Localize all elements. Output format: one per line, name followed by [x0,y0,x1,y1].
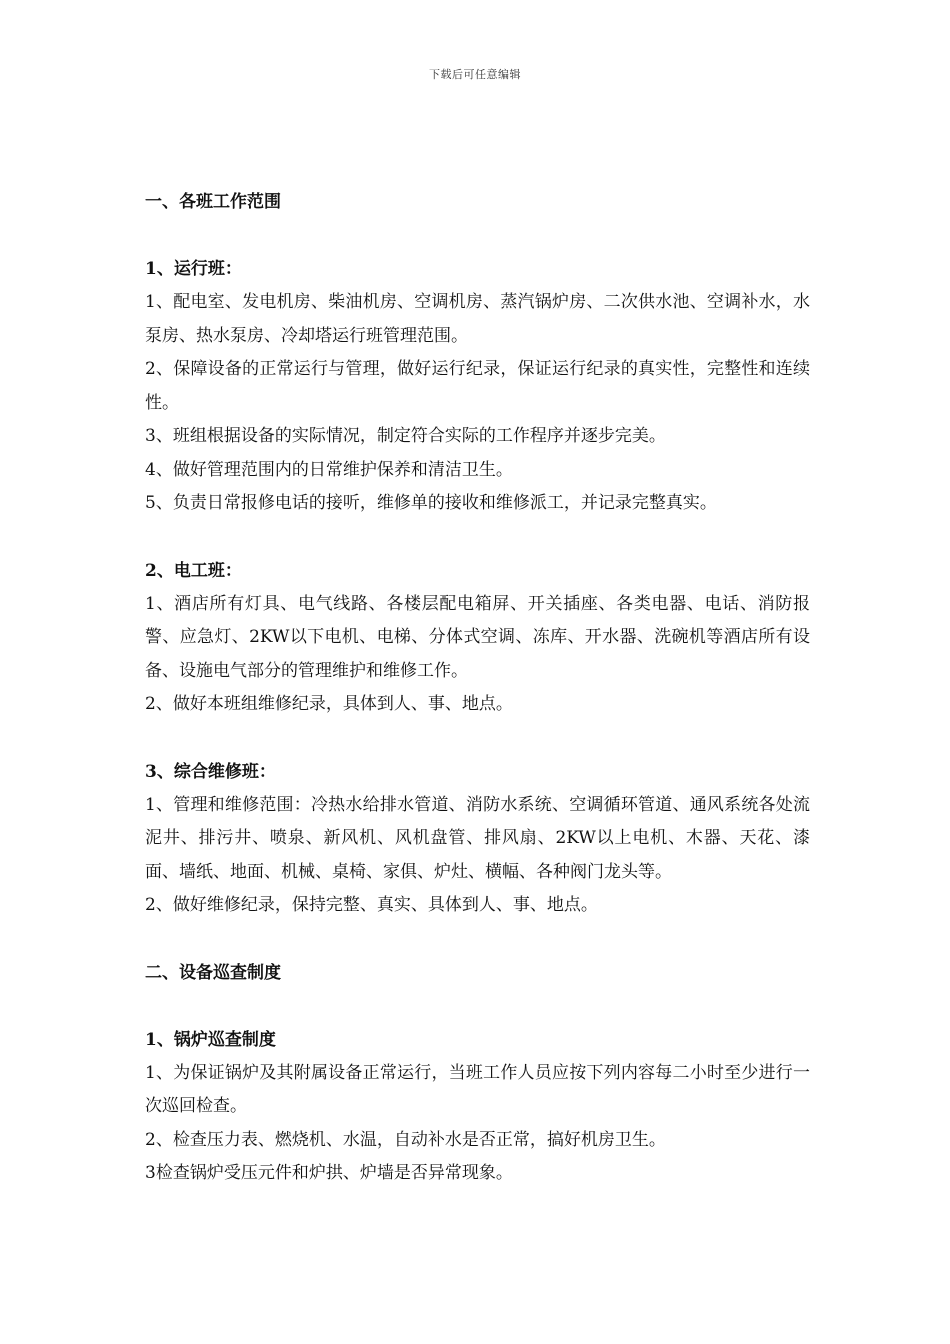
group-title-electrician-team: 2、电工班： [145,560,242,581]
section-title-work-scope: 一、各班工作范围 [145,192,281,212]
list-item: 1、为保证锅炉及其附属设备正常运行，当班工作人员应按下列内容每二小时至少进行一次巡回检查。 [145,1062,810,1116]
group-title-maintenance-team: 3、综合维修班： [145,761,276,782]
list-item: 3、班组根据设备的实际情况，制定符合实际的工作程序并逐步完美。 [145,426,666,446]
list-item: 2、保障设备的正常运行与管理，做好运行纪录，保证运行纪录的真实性，完整性和连续性。 [145,359,810,413]
spacer [145,990,810,1024]
list-item: 2、做好本班组维修纪录，具体到人、事、地点。 [145,694,513,714]
list-item: 1、管理和维修范围：冷热水给排水管道、消防水系统、空调循环管道、通风系统各处流泥井、排污井、喷泉、新风机、风机盘管、排风扇、2KW以上电机、木器、天花、漆面、墙纸、地面、机械、桌椅、家俱、炉灶、横幅、各种阀门龙头等。 [145,794,810,882]
group-title-boiler-inspection: 1、锅炉巡查制度 [145,1029,276,1050]
page-header-note: 下载后可任意编辑 [429,68,521,81]
list-item: 2、做好维修纪录，保持完整、真实、具体到人、事、地点。 [145,895,598,915]
spacer [145,722,810,756]
list-item: 4、做好管理范围内的日常维护保养和清洁卫生。 [145,459,513,480]
list-item: 1、酒店所有灯具、电气线路、各楼层配电箱屏、开关插座、各类电器、电话、消防报警、应急灯、2KW以下电机、电梯、分体式空调、冻库、开水器、洗碗机等酒店所有设备、设施电气部分的管理维护和维修工作。 [145,593,810,681]
spacer [145,923,810,957]
list-item: 5、负责日常报修电话的接听，维修单的接收和维修派工，并记录完整真实。 [145,493,717,513]
list-item: 3检查锅炉受压元件和炉拱、炉墙是否异常现象。 [145,1163,513,1183]
section-title-inspection-system: 二、设备巡查制度 [145,962,281,983]
list-item: 1、配电室、发电机房、柴油机房、空调机房、蒸汽锅炉房、二次供水池、空调补水，水泵房、热水泵房、冷却塔运行班管理范围。 [145,292,810,346]
spacer [145,521,810,555]
list-item: 2、检查压力表、燃烧机、水温，自动补水是否正常，搞好机房卫生。 [145,1129,666,1150]
document-body [145,186,810,1191]
group-title-operations-team: 1、运行班： [145,259,242,279]
spacer [145,219,810,253]
